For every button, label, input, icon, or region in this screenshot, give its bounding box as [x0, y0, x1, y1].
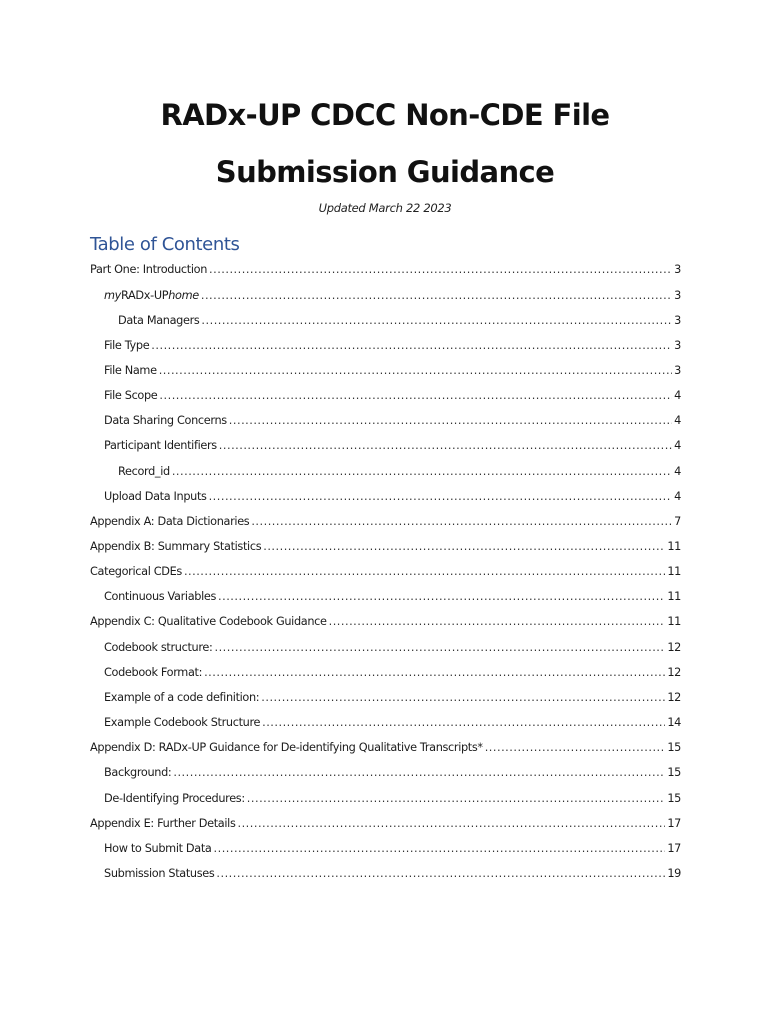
toc-entry-label: Upload Data Inputs — [104, 490, 207, 503]
toc-entry-label: Appendix A: Data Dictionaries — [90, 515, 250, 528]
toc-entry-label: Example Codebook Structure — [104, 716, 261, 729]
toc-page-number: 4 — [674, 439, 681, 452]
toc-entry-label: Appendix B: Summary Statistics — [90, 540, 262, 553]
toc-page-number: 4 — [674, 490, 681, 503]
toc-entry-codebook-structure[interactable] — [104, 640, 681, 656]
document-title-line-2: Submission Guidance — [215, 155, 555, 189]
toc-entry-label-suffix: home — [168, 289, 199, 302]
toc-heading: Table of Contents — [90, 234, 240, 255]
toc-page-number: 3 — [674, 364, 681, 377]
updated-date: Updated March 22 2023 — [318, 201, 452, 215]
toc-entry-label: File Scope — [104, 389, 158, 402]
toc-entry-file-name[interactable] — [104, 363, 681, 379]
toc-leader-dots — [201, 288, 672, 304]
toc-page-number: 3 — [674, 289, 681, 302]
toc-entry-participant-identifiers[interactable] — [104, 438, 681, 454]
toc-entry-appendix-a[interactable] — [90, 514, 681, 530]
toc-leader-dots — [247, 791, 666, 807]
toc-leader-dots — [216, 866, 665, 882]
toc-entry-label: File Type — [104, 339, 150, 352]
toc-entry-label: De-Identifying Procedures: — [104, 792, 245, 805]
toc-page-number: 12 — [667, 666, 681, 679]
toc-leader-dots — [151, 338, 672, 354]
toc-entry-label: Submission Statuses — [104, 867, 215, 880]
toc-entry-label-main: RADx-UP — [121, 289, 169, 302]
toc-leader-dots — [229, 413, 672, 429]
toc-page-number: 3 — [674, 339, 681, 352]
toc-entry-label-prefix: my — [104, 289, 121, 302]
toc-page-number: 15 — [667, 741, 681, 754]
toc-entry-background[interactable] — [104, 765, 681, 781]
toc-page-number: 3 — [674, 314, 681, 327]
toc-leader-dots — [262, 715, 665, 731]
toc-page-number: 7 — [674, 515, 681, 528]
toc-entry-appendix-b[interactable] — [90, 539, 681, 555]
toc-leader-dots — [329, 614, 666, 630]
toc-leader-dots — [172, 464, 672, 480]
toc-entry-categorical-cdes[interactable] — [90, 564, 681, 580]
toc-entry-submission-statuses[interactable] — [104, 866, 681, 882]
toc-entry-label: Appendix C: Qualitative Codebook Guidance — [90, 615, 327, 628]
toc-entry-label: Codebook Format: — [104, 666, 203, 679]
toc-entry-label: Data Sharing Concerns — [104, 414, 227, 427]
toc-page-number: 12 — [667, 641, 681, 654]
toc-entry-part-one-introduction[interactable] — [90, 262, 681, 278]
toc-leader-dots — [209, 262, 672, 278]
toc-page-number: 4 — [674, 389, 681, 402]
toc-entry-continuous-variables[interactable] — [104, 589, 681, 605]
toc-entry-label: Data Managers — [118, 314, 200, 327]
toc-entry-label: Appendix E: Further Details — [90, 817, 236, 830]
toc-page-number: 14 — [667, 716, 681, 729]
toc-entry-appendix-d[interactable] — [90, 740, 681, 756]
toc-leader-dots — [201, 313, 672, 329]
toc-entry-label: File Name — [104, 364, 157, 377]
toc-entry-how-to-submit-data[interactable] — [104, 841, 681, 857]
toc-entry-file-scope[interactable] — [104, 388, 681, 404]
toc-entry-example-code-definition[interactable] — [104, 690, 681, 706]
toc-leader-dots — [261, 690, 665, 706]
toc-entry-label: Codebook structure: — [104, 641, 213, 654]
toc-page-number: 11 — [667, 590, 681, 603]
toc-leader-dots — [219, 438, 672, 454]
toc-page-number: 15 — [667, 792, 681, 805]
toc-leader-dots — [214, 640, 665, 656]
toc-entry-appendix-e[interactable] — [90, 816, 681, 832]
toc-page-number: 4 — [674, 465, 681, 478]
toc-entry-appendix-c[interactable] — [90, 614, 681, 630]
toc-entry-label: Example of a code definition: — [104, 691, 260, 704]
toc-page-number: 12 — [667, 691, 681, 704]
toc-leader-dots — [251, 514, 672, 530]
toc-entry-record-id[interactable] — [118, 464, 681, 480]
toc-page-number: 19 — [667, 867, 681, 880]
toc-entry-upload-data-inputs[interactable] — [104, 489, 681, 505]
toc-leader-dots — [218, 589, 665, 605]
toc-entry-label: Categorical CDEs — [90, 565, 182, 578]
toc-leader-dots — [204, 665, 665, 681]
toc-page-number: 11 — [667, 565, 681, 578]
toc-entry-label: Participant Identifiers — [104, 439, 217, 452]
toc-entry-example-codebook-structure[interactable] — [104, 715, 681, 731]
toc-entry-label: Record_id — [118, 465, 170, 478]
toc-leader-dots — [159, 363, 672, 379]
toc-page-number: 3 — [674, 263, 681, 276]
toc-leader-dots — [214, 841, 666, 857]
toc-entry-data-sharing-concerns[interactable] — [104, 413, 681, 429]
toc-page-number: 11 — [667, 615, 681, 628]
toc-entry-myradx-up-home[interactable] — [104, 288, 681, 304]
toc-page-number: 17 — [667, 817, 681, 830]
toc-entry-label: Continuous Variables — [104, 590, 217, 603]
toc-page-number: 4 — [674, 414, 681, 427]
toc-entry-label — [104, 288, 199, 304]
toc-entry-label: Background: — [104, 766, 172, 779]
toc-leader-dots — [485, 740, 666, 756]
toc-entry-label: Appendix D: RADx-UP Guidance for De-identifying Qualitative Transcripts* — [90, 741, 483, 754]
toc-leader-dots — [263, 539, 665, 555]
toc-leader-dots — [173, 765, 665, 781]
toc-page-number: 11 — [667, 540, 681, 553]
toc-leader-dots — [159, 388, 672, 404]
toc-page-number: 17 — [667, 842, 681, 855]
toc-leader-dots — [209, 489, 673, 505]
toc-leader-dots — [237, 816, 665, 832]
toc-entry-data-managers[interactable] — [118, 313, 681, 329]
toc-entry-de-identifying-procedures[interactable] — [104, 791, 681, 807]
toc-entry-label: Part One: Introduction — [90, 263, 208, 276]
toc-page-number: 15 — [667, 766, 681, 779]
toc-entry-label: How to Submit Data — [104, 842, 212, 855]
toc-entry-codebook-format[interactable] — [104, 665, 681, 681]
toc-leader-dots — [184, 564, 665, 580]
toc-entry-file-type[interactable] — [104, 338, 681, 354]
document-title-line-1: RADx-UP CDCC Non-CDE File — [160, 98, 610, 132]
